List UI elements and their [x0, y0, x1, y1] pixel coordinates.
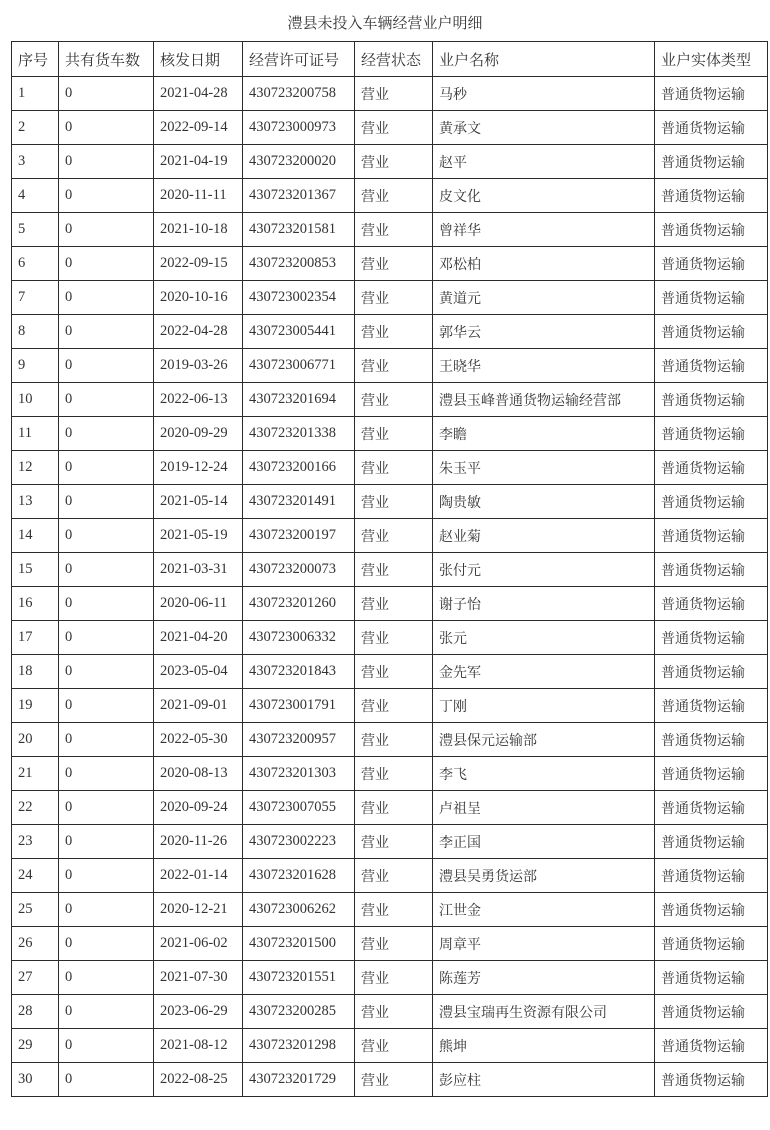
- cell-entity-type: 普通货物运输: [655, 995, 768, 1029]
- cell-seq: 28: [12, 995, 59, 1029]
- cell-license-number: 430723200758: [243, 77, 355, 111]
- cell-seq: 22: [12, 791, 59, 825]
- cell-seq: 18: [12, 655, 59, 689]
- cell-vehicle-count: 0: [59, 859, 154, 893]
- cell-entity-type: 普通货物运输: [655, 247, 768, 281]
- cell-seq: 17: [12, 621, 59, 655]
- cell-entity-type: 普通货物运输: [655, 485, 768, 519]
- cell-issue-date: 2021-08-12: [154, 1029, 243, 1063]
- cell-seq: 10: [12, 383, 59, 417]
- cell-vehicle-count: 0: [59, 587, 154, 621]
- cell-entity-type: 普通货物运输: [655, 349, 768, 383]
- cell-entity-type: 普通货物运输: [655, 315, 768, 349]
- cell-vehicle-count: 0: [59, 553, 154, 587]
- cell-status: 营业: [355, 519, 433, 553]
- table-row: [12, 1029, 768, 1063]
- cell-status: 营业: [355, 689, 433, 723]
- cell-entity-type: 普通货物运输: [655, 77, 768, 111]
- cell-issue-date: 2023-06-29: [154, 995, 243, 1029]
- header-cell-vehicle-count: 共有货车数: [59, 42, 154, 77]
- cell-issue-date: 2022-06-13: [154, 383, 243, 417]
- cell-seq: 1: [12, 77, 59, 111]
- cell-seq: 16: [12, 587, 59, 621]
- cell-license-number: 430723002223: [243, 825, 355, 859]
- cell-license-number: 430723006262: [243, 893, 355, 927]
- table-row: [12, 111, 768, 145]
- cell-entity-type: 普通货物运输: [655, 893, 768, 927]
- cell-operator-name: 陶贵敏: [433, 485, 655, 519]
- cell-vehicle-count: 0: [59, 995, 154, 1029]
- cell-issue-date: 2021-07-30: [154, 961, 243, 995]
- cell-license-number: 430723201843: [243, 655, 355, 689]
- cell-entity-type: 普通货物运输: [655, 723, 768, 757]
- cell-status: 营业: [355, 757, 433, 791]
- cell-issue-date: 2022-01-14: [154, 859, 243, 893]
- cell-entity-type: 普通货物运输: [655, 621, 768, 655]
- cell-operator-name: 赵业菊: [433, 519, 655, 553]
- cell-issue-date: 2022-05-30: [154, 723, 243, 757]
- cell-issue-date: 2021-09-01: [154, 689, 243, 723]
- cell-operator-name: 卢祖呈: [433, 791, 655, 825]
- cell-vehicle-count: 0: [59, 893, 154, 927]
- cell-issue-date: 2020-11-26: [154, 825, 243, 859]
- cell-vehicle-count: 0: [59, 825, 154, 859]
- cell-status: 营业: [355, 485, 433, 519]
- cell-issue-date: 2020-11-11: [154, 179, 243, 213]
- table-row: [12, 213, 768, 247]
- cell-seq: 29: [12, 1029, 59, 1063]
- cell-vehicle-count: 0: [59, 247, 154, 281]
- cell-status: 营业: [355, 893, 433, 927]
- cell-vehicle-count: 0: [59, 349, 154, 383]
- table-row: [12, 315, 768, 349]
- table-row: [12, 825, 768, 859]
- cell-license-number: 430723200020: [243, 145, 355, 179]
- table-row: [12, 179, 768, 213]
- cell-vehicle-count: 0: [59, 145, 154, 179]
- cell-issue-date: 2021-03-31: [154, 553, 243, 587]
- cell-vehicle-count: 0: [59, 621, 154, 655]
- table-row: [12, 791, 768, 825]
- cell-seq: 19: [12, 689, 59, 723]
- cell-seq: 4: [12, 179, 59, 213]
- cell-license-number: 430723201500: [243, 927, 355, 961]
- cell-seq: 20: [12, 723, 59, 757]
- cell-status: 营业: [355, 825, 433, 859]
- cell-operator-name: 朱玉平: [433, 451, 655, 485]
- table-row: [12, 655, 768, 689]
- cell-issue-date: 2021-05-19: [154, 519, 243, 553]
- cell-entity-type: 普通货物运输: [655, 213, 768, 247]
- cell-seq: 30: [12, 1063, 59, 1097]
- cell-vehicle-count: 0: [59, 417, 154, 451]
- cell-issue-date: 2022-09-14: [154, 111, 243, 145]
- cell-issue-date: 2023-05-04: [154, 655, 243, 689]
- cell-status: 营业: [355, 111, 433, 145]
- cell-entity-type: 普通货物运输: [655, 757, 768, 791]
- cell-seq: 8: [12, 315, 59, 349]
- cell-entity-type: 普通货物运输: [655, 553, 768, 587]
- cell-vehicle-count: 0: [59, 723, 154, 757]
- cell-seq: 24: [12, 859, 59, 893]
- table-row: [12, 145, 768, 179]
- table-row: [12, 553, 768, 587]
- cell-operator-name: 曾祥华: [433, 213, 655, 247]
- cell-status: 营业: [355, 349, 433, 383]
- cell-status: 营业: [355, 145, 433, 179]
- cell-operator-name: 澧县宝瑞再生资源有限公司: [433, 995, 655, 1029]
- cell-license-number: 430723201628: [243, 859, 355, 893]
- table-row: [12, 859, 768, 893]
- cell-issue-date: 2021-04-28: [154, 77, 243, 111]
- cell-issue-date: 2020-06-11: [154, 587, 243, 621]
- cell-seq: 5: [12, 213, 59, 247]
- cell-entity-type: 普通货物运输: [655, 383, 768, 417]
- cell-operator-name: 李正国: [433, 825, 655, 859]
- header-cell-status: 经营状态: [355, 42, 433, 77]
- cell-seq: 14: [12, 519, 59, 553]
- cell-operator-name: 黄道元: [433, 281, 655, 315]
- cell-seq: 23: [12, 825, 59, 859]
- cell-vehicle-count: 0: [59, 213, 154, 247]
- cell-vehicle-count: 0: [59, 451, 154, 485]
- cell-status: 营业: [355, 1063, 433, 1097]
- table-row: [12, 247, 768, 281]
- cell-entity-type: 普通货物运输: [655, 111, 768, 145]
- table-row: [12, 383, 768, 417]
- cell-vehicle-count: 0: [59, 791, 154, 825]
- table-header: [12, 42, 768, 77]
- table-row: [12, 519, 768, 553]
- table-row: [12, 723, 768, 757]
- cell-status: 营业: [355, 247, 433, 281]
- cell-operator-name: 郭华云: [433, 315, 655, 349]
- cell-status: 营业: [355, 621, 433, 655]
- cell-seq: 12: [12, 451, 59, 485]
- cell-vehicle-count: 0: [59, 519, 154, 553]
- cell-issue-date: 2021-06-02: [154, 927, 243, 961]
- cell-operator-name: 黄承文: [433, 111, 655, 145]
- cell-issue-date: 2020-12-21: [154, 893, 243, 927]
- cell-operator-name: 张付元: [433, 553, 655, 587]
- cell-issue-date: 2021-05-14: [154, 485, 243, 519]
- cell-operator-name: 李瞻: [433, 417, 655, 451]
- cell-seq: 3: [12, 145, 59, 179]
- cell-entity-type: 普通货物运输: [655, 451, 768, 485]
- cell-license-number: 430723007055: [243, 791, 355, 825]
- cell-operator-name: 邓松柏: [433, 247, 655, 281]
- table-row: [12, 1063, 768, 1097]
- table-row: [12, 417, 768, 451]
- cell-status: 营业: [355, 927, 433, 961]
- cell-entity-type: 普通货物运输: [655, 179, 768, 213]
- cell-license-number: 430723201367: [243, 179, 355, 213]
- table-row: [12, 927, 768, 961]
- cell-license-number: 430723001791: [243, 689, 355, 723]
- cell-status: 营业: [355, 179, 433, 213]
- cell-license-number: 430723200957: [243, 723, 355, 757]
- cell-status: 营业: [355, 383, 433, 417]
- cell-seq: 13: [12, 485, 59, 519]
- cell-license-number: 430723201491: [243, 485, 355, 519]
- cell-operator-name: 彭应柱: [433, 1063, 655, 1097]
- cell-issue-date: 2019-03-26: [154, 349, 243, 383]
- table-row: [12, 995, 768, 1029]
- cell-issue-date: 2019-12-24: [154, 451, 243, 485]
- cell-vehicle-count: 0: [59, 315, 154, 349]
- cell-vehicle-count: 0: [59, 927, 154, 961]
- cell-operator-name: 江世金: [433, 893, 655, 927]
- table-row: [12, 689, 768, 723]
- cell-entity-type: 普通货物运输: [655, 791, 768, 825]
- header-cell-license-number: 经营许可证号: [243, 42, 355, 77]
- header-cell-issue-date: 核发日期: [154, 42, 243, 77]
- cell-license-number: 430723201729: [243, 1063, 355, 1097]
- cell-vehicle-count: 0: [59, 77, 154, 111]
- cell-operator-name: 李飞: [433, 757, 655, 791]
- cell-status: 营业: [355, 77, 433, 111]
- cell-operator-name: 周章平: [433, 927, 655, 961]
- cell-status: 营业: [355, 281, 433, 315]
- cell-issue-date: 2021-04-19: [154, 145, 243, 179]
- cell-license-number: 430723201298: [243, 1029, 355, 1063]
- cell-license-number: 430723002354: [243, 281, 355, 315]
- cell-status: 营业: [355, 1029, 433, 1063]
- cell-operator-name: 陈莲芳: [433, 961, 655, 995]
- cell-operator-name: 澧县吴勇货运部: [433, 859, 655, 893]
- cell-seq: 27: [12, 961, 59, 995]
- cell-vehicle-count: 0: [59, 689, 154, 723]
- cell-license-number: 430723201303: [243, 757, 355, 791]
- cell-entity-type: 普通货物运输: [655, 519, 768, 553]
- cell-entity-type: 普通货物运输: [655, 281, 768, 315]
- cell-issue-date: 2021-10-18: [154, 213, 243, 247]
- table-row: [12, 621, 768, 655]
- cell-license-number: 430723005441: [243, 315, 355, 349]
- cell-seq: 7: [12, 281, 59, 315]
- header-cell-operator-name: 业户名称: [433, 42, 655, 77]
- cell-operator-name: 张元: [433, 621, 655, 655]
- cell-vehicle-count: 0: [59, 1063, 154, 1097]
- cell-license-number: 430723200853: [243, 247, 355, 281]
- cell-operator-name: 熊坤: [433, 1029, 655, 1063]
- page-title: 澧县未投入车辆经营业户明细: [287, 14, 483, 32]
- cell-status: 营业: [355, 859, 433, 893]
- cell-vehicle-count: 0: [59, 1029, 154, 1063]
- cell-seq: 25: [12, 893, 59, 927]
- cell-license-number: 430723200166: [243, 451, 355, 485]
- cell-seq: 6: [12, 247, 59, 281]
- cell-license-number: 430723201581: [243, 213, 355, 247]
- cell-status: 营业: [355, 417, 433, 451]
- cell-entity-type: 普通货物运输: [655, 859, 768, 893]
- cell-license-number: 430723200073: [243, 553, 355, 587]
- cell-status: 营业: [355, 553, 433, 587]
- cell-status: 营业: [355, 961, 433, 995]
- cell-seq: 26: [12, 927, 59, 961]
- cell-license-number: 430723201551: [243, 961, 355, 995]
- cell-status: 营业: [355, 315, 433, 349]
- table-row: [12, 893, 768, 927]
- table-row: [12, 451, 768, 485]
- cell-vehicle-count: 0: [59, 485, 154, 519]
- cell-operator-name: 丁刚: [433, 689, 655, 723]
- cell-vehicle-count: 0: [59, 757, 154, 791]
- cell-operator-name: 皮文化: [433, 179, 655, 213]
- cell-license-number: 430723006332: [243, 621, 355, 655]
- cell-status: 营业: [355, 995, 433, 1029]
- cell-seq: 2: [12, 111, 59, 145]
- table-row: [12, 77, 768, 111]
- cell-entity-type: 普通货物运输: [655, 587, 768, 621]
- cell-issue-date: 2020-10-16: [154, 281, 243, 315]
- cell-status: 营业: [355, 791, 433, 825]
- cell-entity-type: 普通货物运输: [655, 655, 768, 689]
- cell-operator-name: 王晓华: [433, 349, 655, 383]
- cell-license-number: 430723200285: [243, 995, 355, 1029]
- cell-status: 营业: [355, 723, 433, 757]
- cell-issue-date: 2020-08-13: [154, 757, 243, 791]
- cell-license-number: 430723200197: [243, 519, 355, 553]
- cell-issue-date: 2022-09-15: [154, 247, 243, 281]
- cell-seq: 9: [12, 349, 59, 383]
- cell-vehicle-count: 0: [59, 179, 154, 213]
- cell-status: 营业: [355, 213, 433, 247]
- cell-entity-type: 普通货物运输: [655, 417, 768, 451]
- operator-table: [11, 41, 768, 1097]
- cell-status: 营业: [355, 587, 433, 621]
- cell-vehicle-count: 0: [59, 281, 154, 315]
- cell-entity-type: 普通货物运输: [655, 927, 768, 961]
- cell-seq: 21: [12, 757, 59, 791]
- header-row: [12, 42, 768, 77]
- table-row: [12, 757, 768, 791]
- table-row: [12, 281, 768, 315]
- table-row: [12, 349, 768, 383]
- cell-entity-type: 普通货物运输: [655, 825, 768, 859]
- cell-vehicle-count: 0: [59, 111, 154, 145]
- cell-license-number: 430723000973: [243, 111, 355, 145]
- cell-operator-name: 谢子怡: [433, 587, 655, 621]
- cell-seq: 11: [12, 417, 59, 451]
- header-cell-seq: 序号: [12, 42, 59, 77]
- header-cell-entity-type: 业户实体类型: [655, 42, 768, 77]
- table-row: [12, 961, 768, 995]
- cell-entity-type: 普通货物运输: [655, 145, 768, 179]
- cell-entity-type: 普通货物运输: [655, 689, 768, 723]
- cell-operator-name: 澧县玉峰普通货物运输经营部: [433, 383, 655, 417]
- cell-status: 营业: [355, 655, 433, 689]
- cell-operator-name: 赵平: [433, 145, 655, 179]
- cell-vehicle-count: 0: [59, 961, 154, 995]
- cell-status: 营业: [355, 451, 433, 485]
- table-row: [12, 587, 768, 621]
- cell-issue-date: 2020-09-24: [154, 791, 243, 825]
- table-body: [12, 77, 768, 1097]
- cell-license-number: 430723201260: [243, 587, 355, 621]
- cell-license-number: 430723201338: [243, 417, 355, 451]
- cell-vehicle-count: 0: [59, 655, 154, 689]
- cell-entity-type: 普通货物运输: [655, 1029, 768, 1063]
- cell-license-number: 430723006771: [243, 349, 355, 383]
- cell-seq: 15: [12, 553, 59, 587]
- cell-issue-date: 2022-04-28: [154, 315, 243, 349]
- cell-issue-date: 2021-04-20: [154, 621, 243, 655]
- cell-operator-name: 金先军: [433, 655, 655, 689]
- cell-issue-date: 2020-09-29: [154, 417, 243, 451]
- cell-operator-name: 马秒: [433, 77, 655, 111]
- cell-vehicle-count: 0: [59, 383, 154, 417]
- cell-operator-name: 澧县保元运输部: [433, 723, 655, 757]
- cell-issue-date: 2022-08-25: [154, 1063, 243, 1097]
- cell-entity-type: 普通货物运输: [655, 1063, 768, 1097]
- cell-entity-type: 普通货物运输: [655, 961, 768, 995]
- cell-license-number: 430723201694: [243, 383, 355, 417]
- table-row: [12, 485, 768, 519]
